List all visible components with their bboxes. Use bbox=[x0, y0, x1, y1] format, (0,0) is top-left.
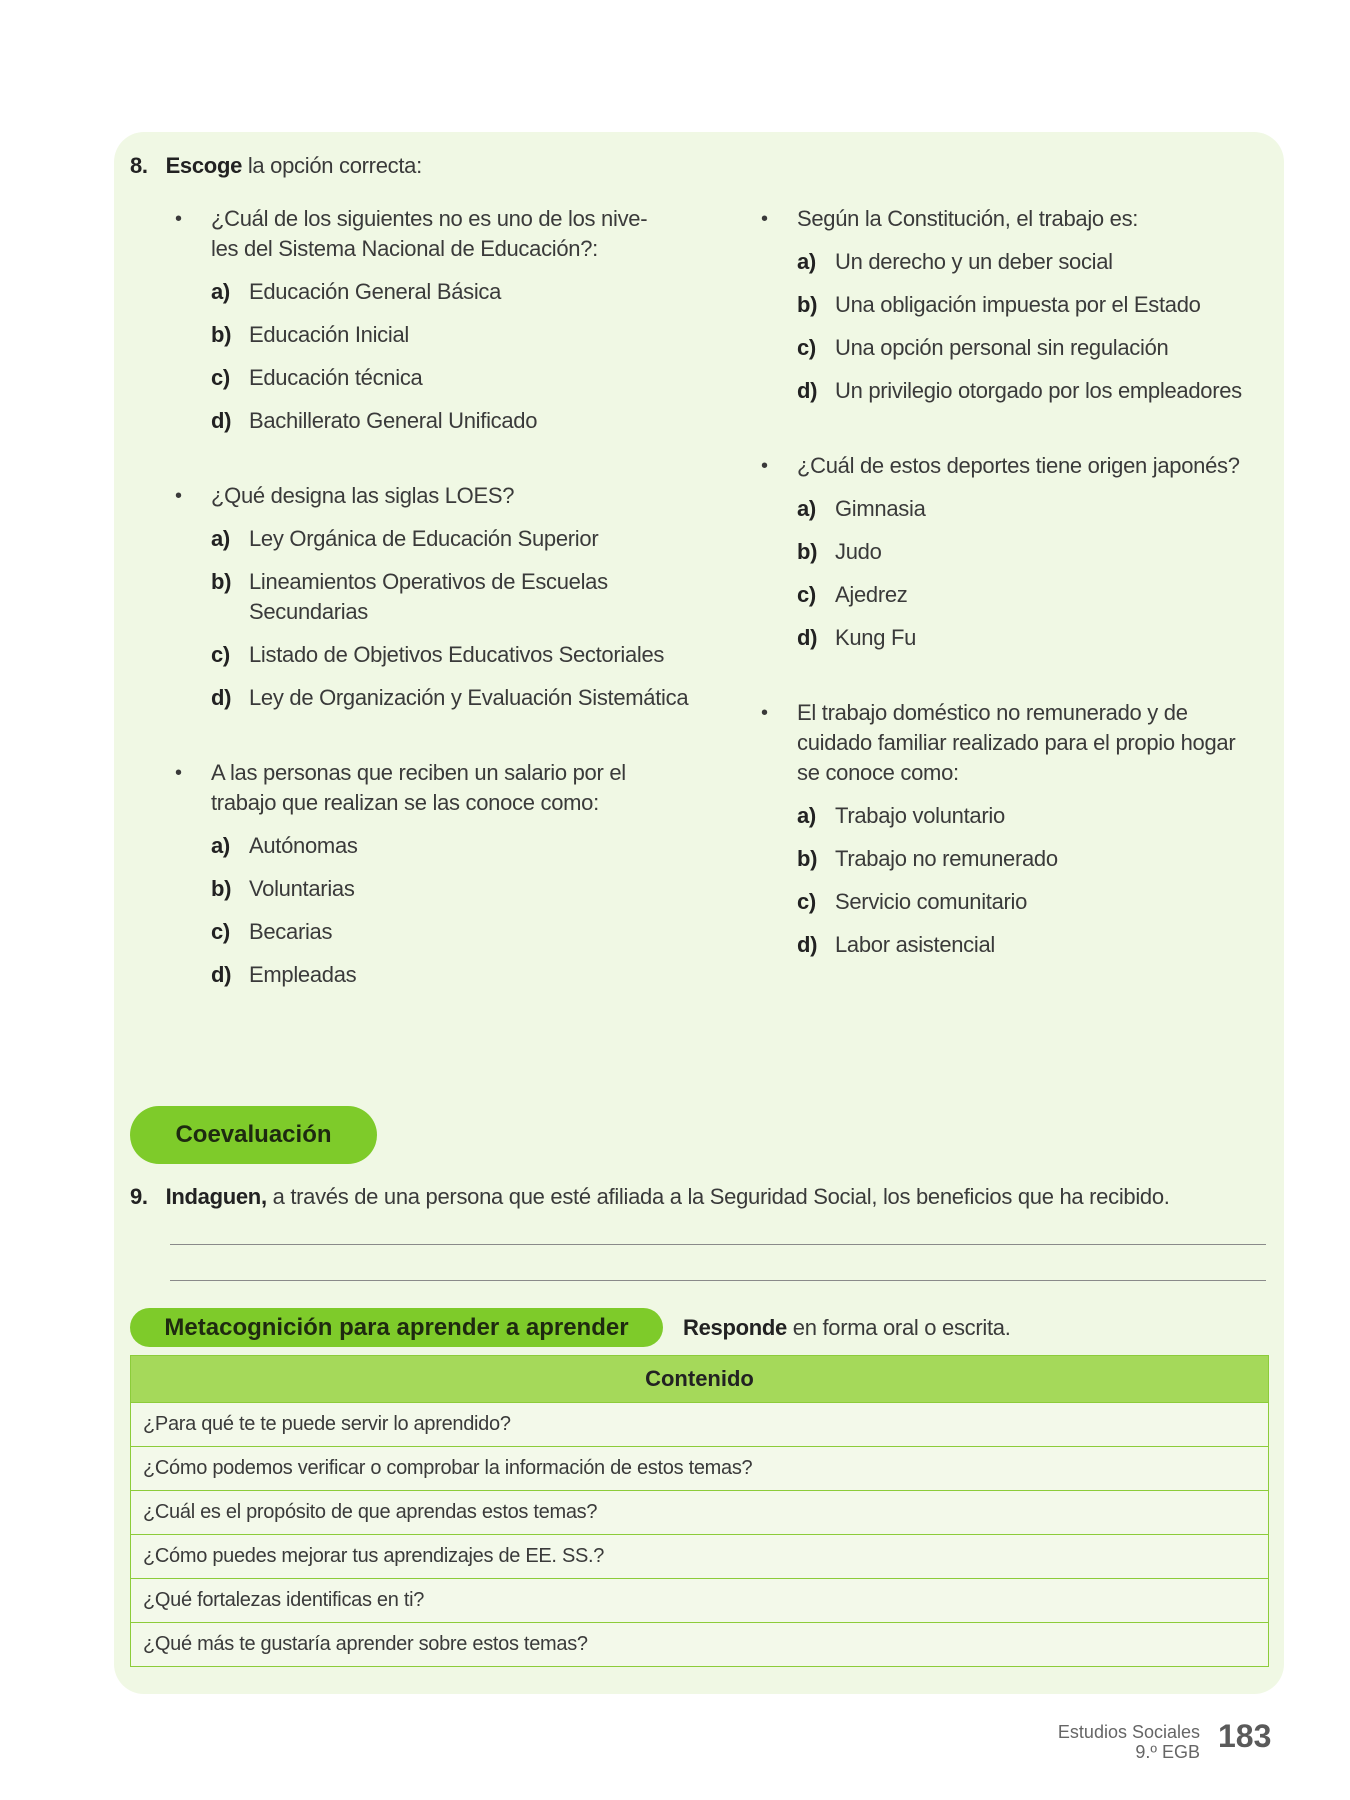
table-row bbox=[131, 1403, 1269, 1447]
answer-option[interactable] bbox=[175, 406, 695, 436]
answer-option[interactable] bbox=[175, 917, 695, 947]
question-item bbox=[761, 451, 1281, 653]
exercise-number: 8. bbox=[130, 153, 148, 178]
option-letter: a) bbox=[797, 496, 816, 521]
question-text: trabajo que realizan se las conoce como: bbox=[211, 790, 599, 815]
coevaluacion-badge bbox=[130, 1106, 377, 1164]
exercise-verb: Indaguen, bbox=[165, 1184, 267, 1209]
option-letter: a) bbox=[797, 249, 816, 274]
answer-option[interactable] bbox=[761, 930, 1281, 960]
question-text: ¿Cuál de los siguientes no es uno de los nive- bbox=[211, 206, 648, 231]
answer-option[interactable] bbox=[761, 801, 1281, 831]
right-question-column bbox=[761, 204, 1281, 1005]
bullet-icon: • bbox=[761, 455, 768, 477]
answer-option[interactable] bbox=[761, 494, 1281, 524]
answer-option[interactable] bbox=[175, 831, 695, 861]
footer-grade: 9.º EGB bbox=[1135, 1742, 1200, 1762]
option-letter: b) bbox=[211, 322, 232, 347]
option-letter: b) bbox=[797, 539, 818, 564]
table-cell: ¿Cómo podemos verificar o comprobar la información de estos temas? bbox=[131, 1447, 1269, 1491]
answer-option[interactable] bbox=[175, 683, 695, 713]
question-text: A las personas que reciben un salario por el bbox=[211, 760, 626, 785]
table-row bbox=[131, 1491, 1269, 1535]
answer-option[interactable] bbox=[175, 320, 695, 350]
option-letter: b) bbox=[797, 846, 818, 871]
answer-option[interactable] bbox=[175, 363, 695, 393]
option-text: Un derecho y un deber social bbox=[835, 249, 1113, 274]
option-text: Judo bbox=[835, 539, 882, 564]
option-letter: a) bbox=[211, 526, 230, 551]
question-item bbox=[175, 481, 695, 713]
answer-option[interactable] bbox=[175, 277, 695, 307]
option-letter: a) bbox=[211, 279, 230, 304]
answer-line[interactable] bbox=[170, 1280, 1266, 1281]
option-text: Empleadas bbox=[249, 962, 357, 987]
answer-option[interactable] bbox=[175, 874, 695, 904]
option-text: Educación técnica bbox=[249, 365, 423, 390]
bullet-icon: • bbox=[175, 485, 182, 507]
option-text: Becarias bbox=[249, 919, 333, 944]
table-cell: ¿Qué fortalezas identificas en ti? bbox=[131, 1579, 1269, 1623]
option-letter: d) bbox=[797, 932, 818, 957]
table-cell: ¿Cuál es el propósito de que aprendas estos temas? bbox=[131, 1491, 1269, 1535]
option-letter: d) bbox=[211, 685, 232, 710]
instruction-verb: Responde bbox=[683, 1315, 787, 1340]
table-cell: ¿Qué más te gustaría aprender sobre estos temas? bbox=[131, 1623, 1269, 1667]
option-text: Autónomas bbox=[249, 833, 358, 858]
question-text: les del Sistema Nacional de Educación?: bbox=[211, 236, 598, 261]
question-text: ¿Cuál de estos deportes tiene origen japonés? bbox=[797, 453, 1240, 478]
metacognicion-instruction bbox=[683, 1313, 1011, 1343]
option-text: Gimnasia bbox=[835, 496, 926, 521]
question-text: Según la Constitución, el trabajo es: bbox=[797, 206, 1139, 231]
answer-option[interactable] bbox=[761, 247, 1281, 277]
option-text: Trabajo voluntario bbox=[835, 803, 1005, 828]
exercise-instruction: la opción correcta: bbox=[242, 153, 422, 178]
table-row bbox=[131, 1535, 1269, 1579]
option-text: Voluntarias bbox=[249, 876, 355, 901]
option-letter: a) bbox=[797, 803, 816, 828]
option-letter: c) bbox=[797, 335, 816, 360]
option-letter: a) bbox=[211, 833, 230, 858]
footer-book-info bbox=[1058, 1722, 1200, 1762]
question-text: ¿Qué designa las siglas LOES? bbox=[211, 483, 515, 508]
option-text: Trabajo no remunerado bbox=[835, 846, 1058, 871]
table-row bbox=[131, 1623, 1269, 1667]
option-letter: d) bbox=[211, 408, 232, 433]
exercise-verb: Escoge bbox=[165, 153, 243, 178]
bullet-icon: • bbox=[761, 702, 768, 724]
option-text: Educación Inicial bbox=[249, 322, 409, 347]
option-letter: c) bbox=[797, 582, 816, 607]
answer-option[interactable] bbox=[761, 887, 1281, 917]
left-question-column bbox=[175, 204, 695, 1035]
option-text: Un privilegio otorgado por los empleadores bbox=[835, 378, 1242, 403]
option-letter: d) bbox=[211, 962, 232, 987]
page-number: 183 bbox=[1218, 1718, 1272, 1754]
coevaluacion-label: Coevaluación bbox=[175, 1121, 332, 1148]
answer-line[interactable] bbox=[170, 1244, 1266, 1245]
instruction-text: en forma oral o escrita. bbox=[786, 1315, 1011, 1340]
answer-option[interactable] bbox=[761, 290, 1281, 320]
option-text: Educación General Básica bbox=[249, 279, 502, 304]
question-item bbox=[175, 758, 695, 990]
table-row bbox=[131, 1579, 1269, 1623]
metacognicion-label: Metacognición para aprender a aprender bbox=[164, 1313, 629, 1341]
option-letter: c) bbox=[211, 642, 230, 667]
exercise-9-heading bbox=[130, 1182, 1170, 1212]
answer-option[interactable] bbox=[761, 623, 1281, 653]
metacognition-table bbox=[130, 1355, 1269, 1667]
question-item bbox=[175, 204, 695, 436]
option-text: Ajedrez bbox=[835, 582, 908, 607]
answer-option[interactable] bbox=[175, 640, 695, 670]
question-item bbox=[761, 204, 1281, 406]
question-text: cuidado familiar realizado para el propio hogar bbox=[797, 730, 1236, 755]
option-text: Kung Fu bbox=[835, 625, 917, 650]
bullet-icon: • bbox=[175, 208, 182, 230]
option-letter: b) bbox=[211, 569, 232, 594]
bullet-icon: • bbox=[761, 208, 768, 230]
option-text: Bachillerato General Unificado bbox=[249, 408, 538, 433]
metacognicion-badge bbox=[130, 1308, 663, 1347]
question-item bbox=[761, 698, 1281, 960]
answer-option[interactable] bbox=[761, 580, 1281, 610]
table-header: Contenido bbox=[131, 1356, 1269, 1403]
footer-subject: Estudios Sociales bbox=[1057, 1722, 1200, 1742]
option-text: Ley Orgánica de Educación Superior bbox=[249, 526, 599, 551]
option-text: Ley de Organización y Evaluación Sistemática bbox=[249, 685, 689, 710]
option-letter: c) bbox=[211, 919, 230, 944]
bullet-icon: • bbox=[175, 762, 182, 784]
question-text: se conoce como: bbox=[797, 760, 959, 785]
table-row bbox=[131, 1447, 1269, 1491]
option-letter: c) bbox=[797, 889, 816, 914]
option-letter: d) bbox=[797, 625, 818, 650]
exercise-number: 9. bbox=[130, 1184, 148, 1209]
answer-option[interactable] bbox=[175, 524, 695, 554]
option-text: Listado de Objetivos Educativos Sectoriales bbox=[249, 642, 665, 667]
option-text: Lineamientos Operativos de Escuelas Secundarias bbox=[249, 569, 608, 624]
table-cell: ¿Cómo puedes mejorar tus aprendizajes de EE. SS.? bbox=[131, 1535, 1269, 1579]
option-letter: b) bbox=[211, 876, 232, 901]
exercise-8-heading bbox=[130, 151, 422, 181]
answer-option[interactable] bbox=[761, 333, 1281, 363]
option-letter: d) bbox=[797, 378, 818, 403]
option-text: Una opción personal sin regulación bbox=[835, 335, 1169, 360]
question-text: El trabajo doméstico no remunerado y de bbox=[797, 700, 1188, 725]
option-text: Labor asistencial bbox=[835, 932, 995, 957]
option-text: Una obligación impuesta por el Estado bbox=[835, 292, 1201, 317]
answer-option[interactable] bbox=[175, 960, 695, 990]
exercise-instruction: a través de una persona que esté afiliada a la Seguridad Social, los beneficios que ha recibido. bbox=[266, 1184, 1170, 1209]
table-cell: ¿Para qué te te puede servir lo aprendido? bbox=[131, 1403, 1269, 1447]
answer-option[interactable] bbox=[175, 567, 695, 627]
option-text: Servicio comunitario bbox=[835, 889, 1028, 914]
answer-option[interactable] bbox=[761, 537, 1281, 567]
answer-option[interactable] bbox=[761, 844, 1281, 874]
answer-option[interactable] bbox=[761, 376, 1281, 406]
option-letter: b) bbox=[797, 292, 818, 317]
option-letter: c) bbox=[211, 365, 230, 390]
